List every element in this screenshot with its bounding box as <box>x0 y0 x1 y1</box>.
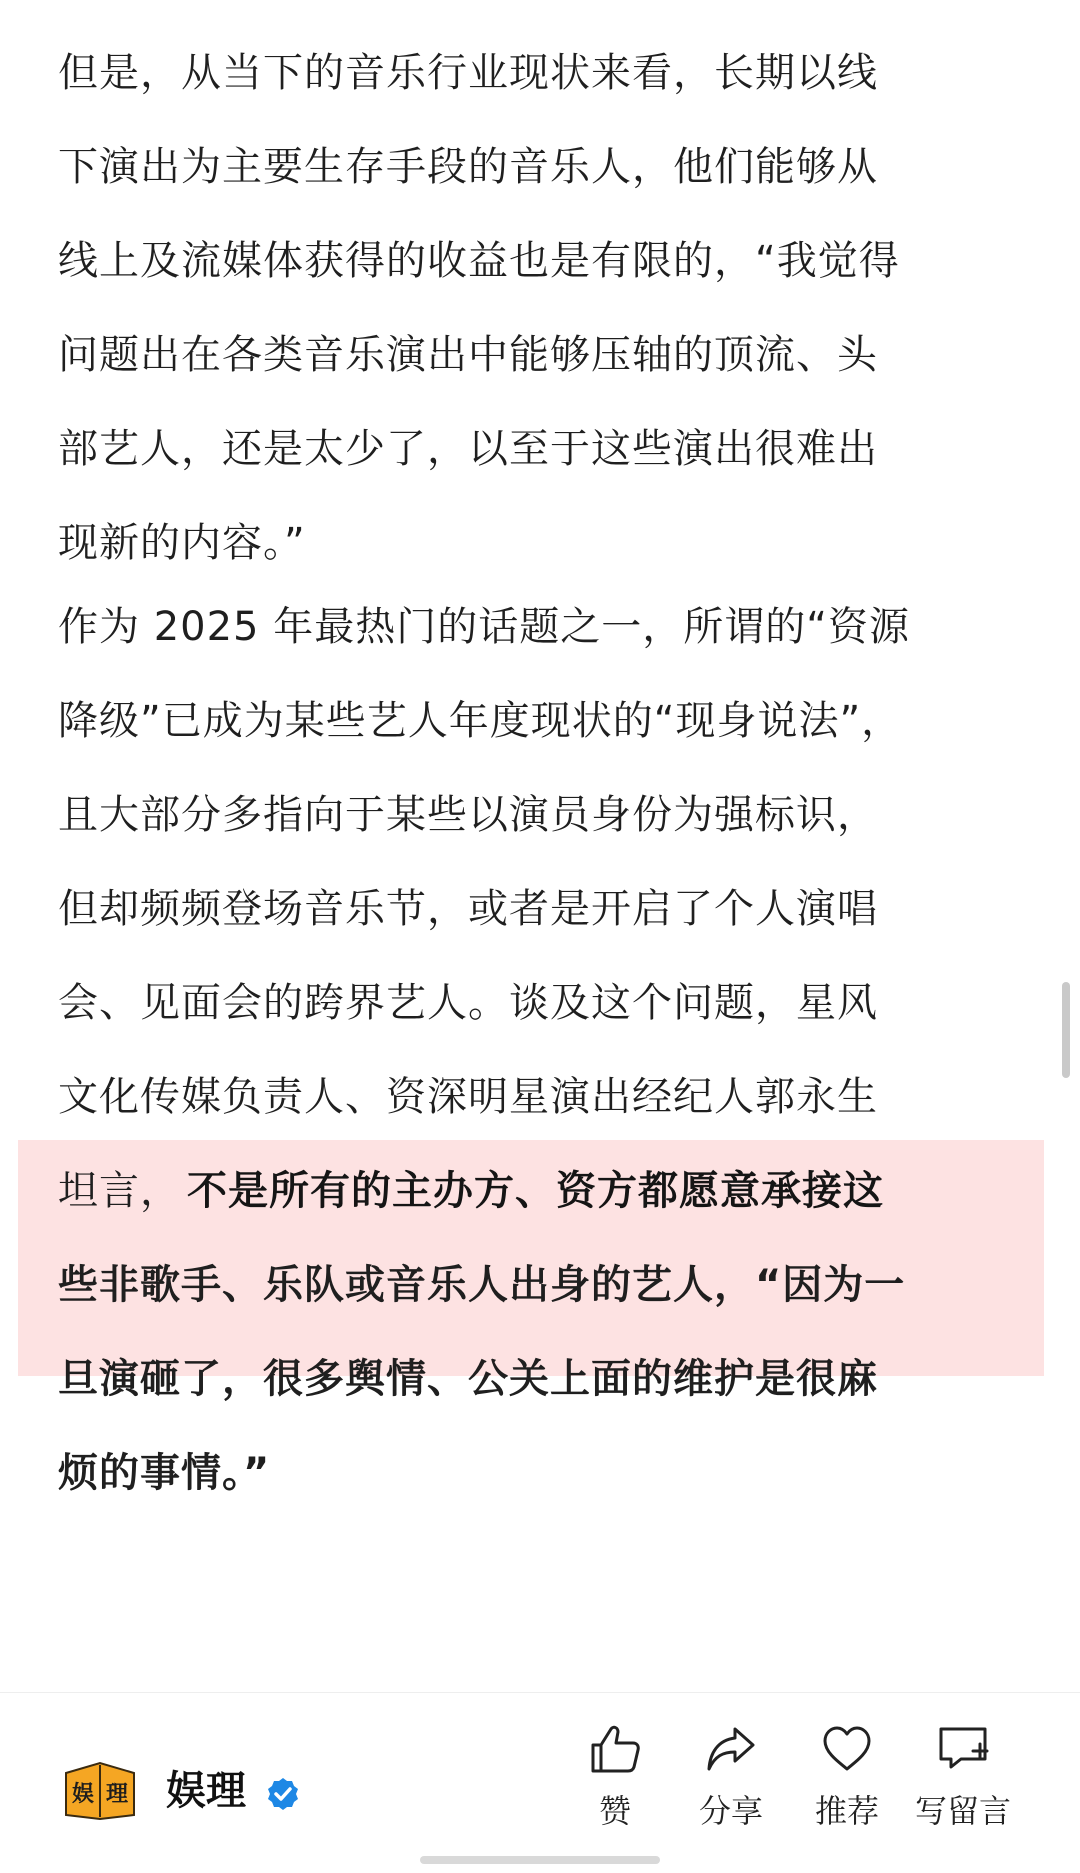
paragraph-line: 文化传媒负责人、资深明星演出经纪人郭永生 <box>58 1074 878 1120</box>
share-icon <box>703 1723 759 1775</box>
like-button[interactable] <box>560 1723 670 1831</box>
paragraph-line: 问题出在各类音乐演出中能够压轴的顶流、头 <box>58 332 878 378</box>
thumbs-up-icon <box>587 1723 643 1775</box>
paragraph-1 <box>58 26 1028 590</box>
author-name[interactable]: 娱理 <box>166 1768 246 1814</box>
highlighted-line <box>58 1238 1028 1332</box>
share-button[interactable] <box>676 1723 786 1831</box>
scrollbar-thumb[interactable] <box>1062 982 1070 1078</box>
paragraph-2 <box>58 580 1028 1520</box>
comment-label: 写留言 <box>914 1792 1011 1830</box>
paragraph-line: 部艺人，还是太少了，以至于这些演出很难出 <box>58 426 878 472</box>
highlighted-line <box>58 1426 1028 1520</box>
verified-icon <box>266 1777 300 1811</box>
highlighted-text: 烦的事情。” <box>58 1450 271 1496</box>
comment-button[interactable] <box>908 1723 1018 1831</box>
recommend-label: 推荐 <box>814 1792 879 1830</box>
paragraph-line: 但却频频登场音乐节，或者是开启了个人演唱 <box>58 886 878 932</box>
heart-icon <box>819 1723 875 1775</box>
paragraph-line: 但是，从当下的音乐行业现状来看，长期以线 <box>58 50 878 96</box>
logo-char-1: 娱 <box>71 1782 95 1807</box>
highlighted-text: 不是所有的主办方、资方都愿意承接这 <box>181 1150 898 1234</box>
paragraph-line: 线上及流媒体获得的收益也是有限的，“我觉得 <box>58 238 900 284</box>
like-label: 赞 <box>598 1792 631 1830</box>
paragraph-line <box>58 1144 1028 1238</box>
logo-char-2: 理 <box>105 1782 129 1807</box>
author-avatar[interactable] <box>62 1759 138 1821</box>
home-indicator <box>420 1856 660 1864</box>
plain-text: 坦言， <box>58 1168 181 1214</box>
highlighted-text: 旦演砸了，很多舆情、公关上面的维护是很麻 <box>58 1356 878 1402</box>
paragraph-line: 会、见面会的跨界艺人。谈及这个问题，星风 <box>58 980 878 1026</box>
paragraph-line: 且大部分多指向于某些以演员身份为强标识， <box>58 792 878 838</box>
bottom-action-bar <box>0 1692 1080 1873</box>
paragraph-line: 下演出为主要生存手段的音乐人，他们能够从 <box>58 144 878 190</box>
recommend-button[interactable] <box>792 1723 902 1831</box>
comment-icon <box>935 1723 991 1775</box>
paragraph-line: 降级”已成为某些艺人年度现状的“现身说法”， <box>58 698 903 744</box>
highlighted-line <box>58 1332 1028 1426</box>
highlighted-text: 些非歌手、乐队或音乐人出身的艺人，“因为一 <box>58 1262 906 1308</box>
paragraph-line: 现新的内容。” <box>58 520 306 566</box>
share-label: 分享 <box>698 1792 763 1830</box>
paragraph-line: 作为 2025 年最热门的话题之一，所谓的“资源 <box>58 604 910 650</box>
